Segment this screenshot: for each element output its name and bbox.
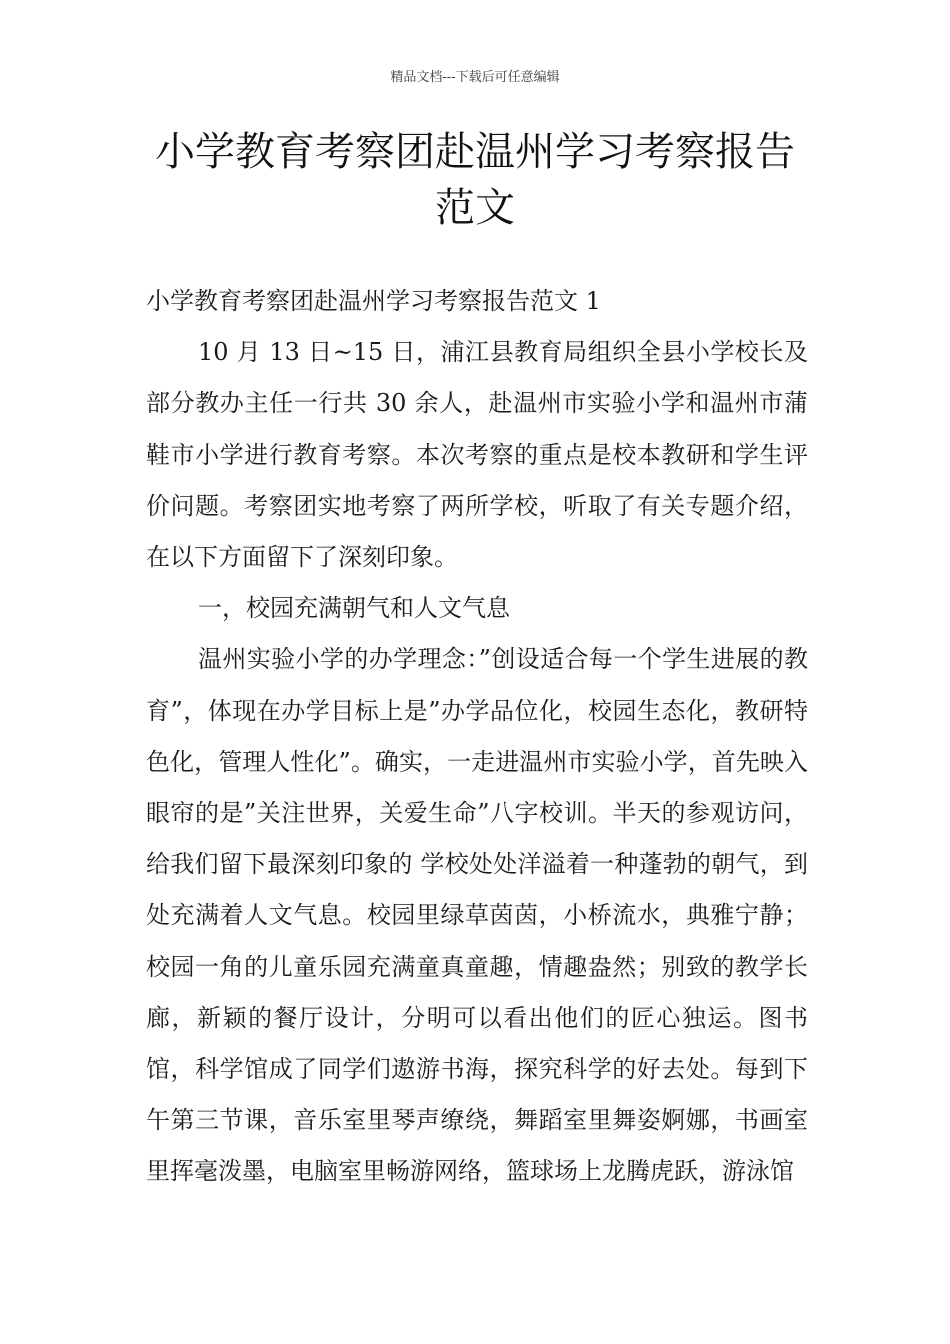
header-note: 精品文档---下载后可任意编辑 (390, 70, 560, 85)
document-title: 小学教育考察团赴温州学习考察报告范文 (155, 129, 795, 231)
paragraph: 10 月 13 日~15 日，浦江县教育局组织全县小学校长及部分教办主任一行共 30 余人，赴温州市实验小学和温州市蒲鞋市小学进行教育考察。本次考察的重点是校本教研和学生评价问题。考察团实地考察了两所学校，听取了有关专题介绍，在以下方面留下了深刻印象。 (146, 338, 808, 572)
section-subtitle: 小学教育考察团赴温州学习考察报告范文 1 (146, 287, 601, 315)
paragraph: 温州实验小学的办学理念：”创设适合每一个学生进展的教育”，体现在办学目标上是”办学品位化，校园生态化，教研特色化，管理人性化”。确实，一走进温州市实验小学，首先映入眼帘的是”关注世界，关爱生命”八字校训。半天的参观访问，给我们留下最深刻印象的 学校处处洋溢着一种蓬勃的朝气，到处充满着人文气息。校园里绿草茵茵，小桥流水，典雅宁静；校园一角的儿童乐园充满童真童趣，情趣盎然；别致的教学长廊，新颖的餐厅设计，分明可以看出他们的匠心独运。图书馆，科学馆成了同学们遨游书海，探究科学的好去处。每到下午第三节课，音乐室里琴声缭绕，舞蹈室里舞姿婀娜，书画室里挥毫泼墨，电脑室里畅游网络，篮球场上龙腾虎跃，游泳馆 (146, 645, 808, 1186)
document-body (146, 276, 808, 1198)
section-heading: 一，校园充满朝气和人文气息 (198, 594, 510, 623)
